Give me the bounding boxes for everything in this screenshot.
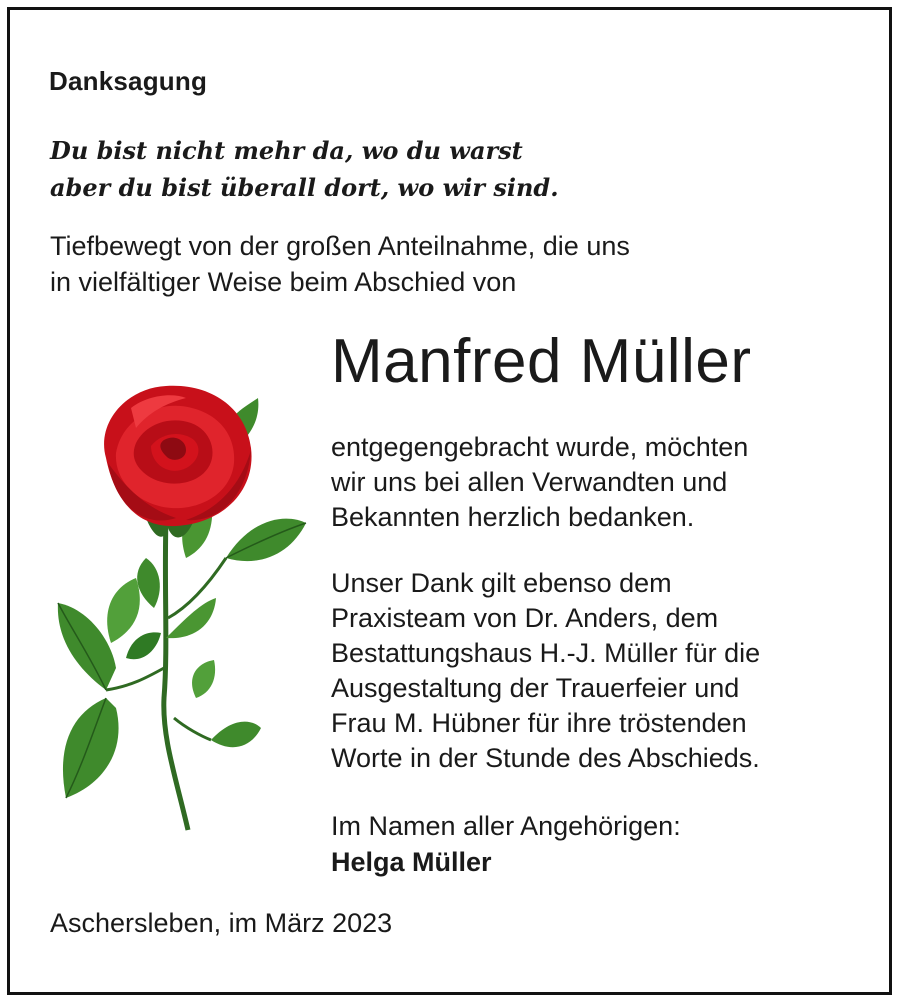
- paragraph-line: Unser Dank gilt ebenso dem: [331, 568, 672, 598]
- quote-line: aber du bist überall dort, wo wir sind.: [50, 173, 559, 202]
- intro-text: [50, 228, 630, 300]
- notice-heading: Danksagung: [49, 66, 208, 96]
- gratitude-paragraph: [331, 566, 760, 776]
- rose-leaf: [126, 632, 161, 659]
- rose-branch: [168, 558, 226, 618]
- paragraph-line: Bestattungshaus H.-J. Müller für die: [331, 638, 761, 668]
- rose-leaf: [107, 578, 140, 643]
- paragraph-line: Worte in der Stunde des Abschieds.: [331, 743, 760, 773]
- rose-branch: [174, 718, 211, 740]
- rose-stem: [164, 518, 188, 830]
- paragraph-line: Ausgestaltung der Trauerfeier und: [331, 673, 740, 703]
- paragraph-line: wir uns bei allen Verwandten und: [331, 467, 728, 497]
- signer-name: Helga Müller: [331, 847, 492, 877]
- place-date: Aschersleben, im März 2023: [50, 908, 393, 938]
- rose-image: [36, 368, 316, 838]
- deceased-name: Manfred Müller: [331, 327, 752, 396]
- paragraph-line: entgegengebracht wurde, möchten: [331, 432, 749, 462]
- paragraph-line: Praxisteam von Dr. Anders, dem: [331, 603, 719, 633]
- rose-leaf: [63, 698, 119, 798]
- rose-leaf: [166, 598, 216, 638]
- signoff-line: Im Namen aller Angehörigen:: [331, 811, 681, 841]
- rose-leaf: [58, 603, 116, 690]
- rose-leaf: [192, 660, 215, 698]
- intro-line: Tiefbewegt von der großen Anteilnahme, die uns: [50, 231, 630, 261]
- quote-line: Du bist nicht mehr da, wo du warst: [50, 136, 523, 165]
- rose-leaf: [137, 558, 160, 608]
- rose-branch: [106, 668, 164, 690]
- rose-leaf: [226, 519, 306, 562]
- rose-leaf: [211, 722, 261, 748]
- memorial-quote: [50, 132, 559, 206]
- paragraph-line: Bekannten herzlich bedanken.: [331, 502, 695, 532]
- paragraph-line: Frau M. Hübner für ihre tröstenden: [331, 708, 747, 738]
- thanks-paragraph: [331, 430, 748, 535]
- signoff: [331, 808, 681, 880]
- intro-line: in vielfältiger Weise beim Abschied von: [50, 267, 517, 297]
